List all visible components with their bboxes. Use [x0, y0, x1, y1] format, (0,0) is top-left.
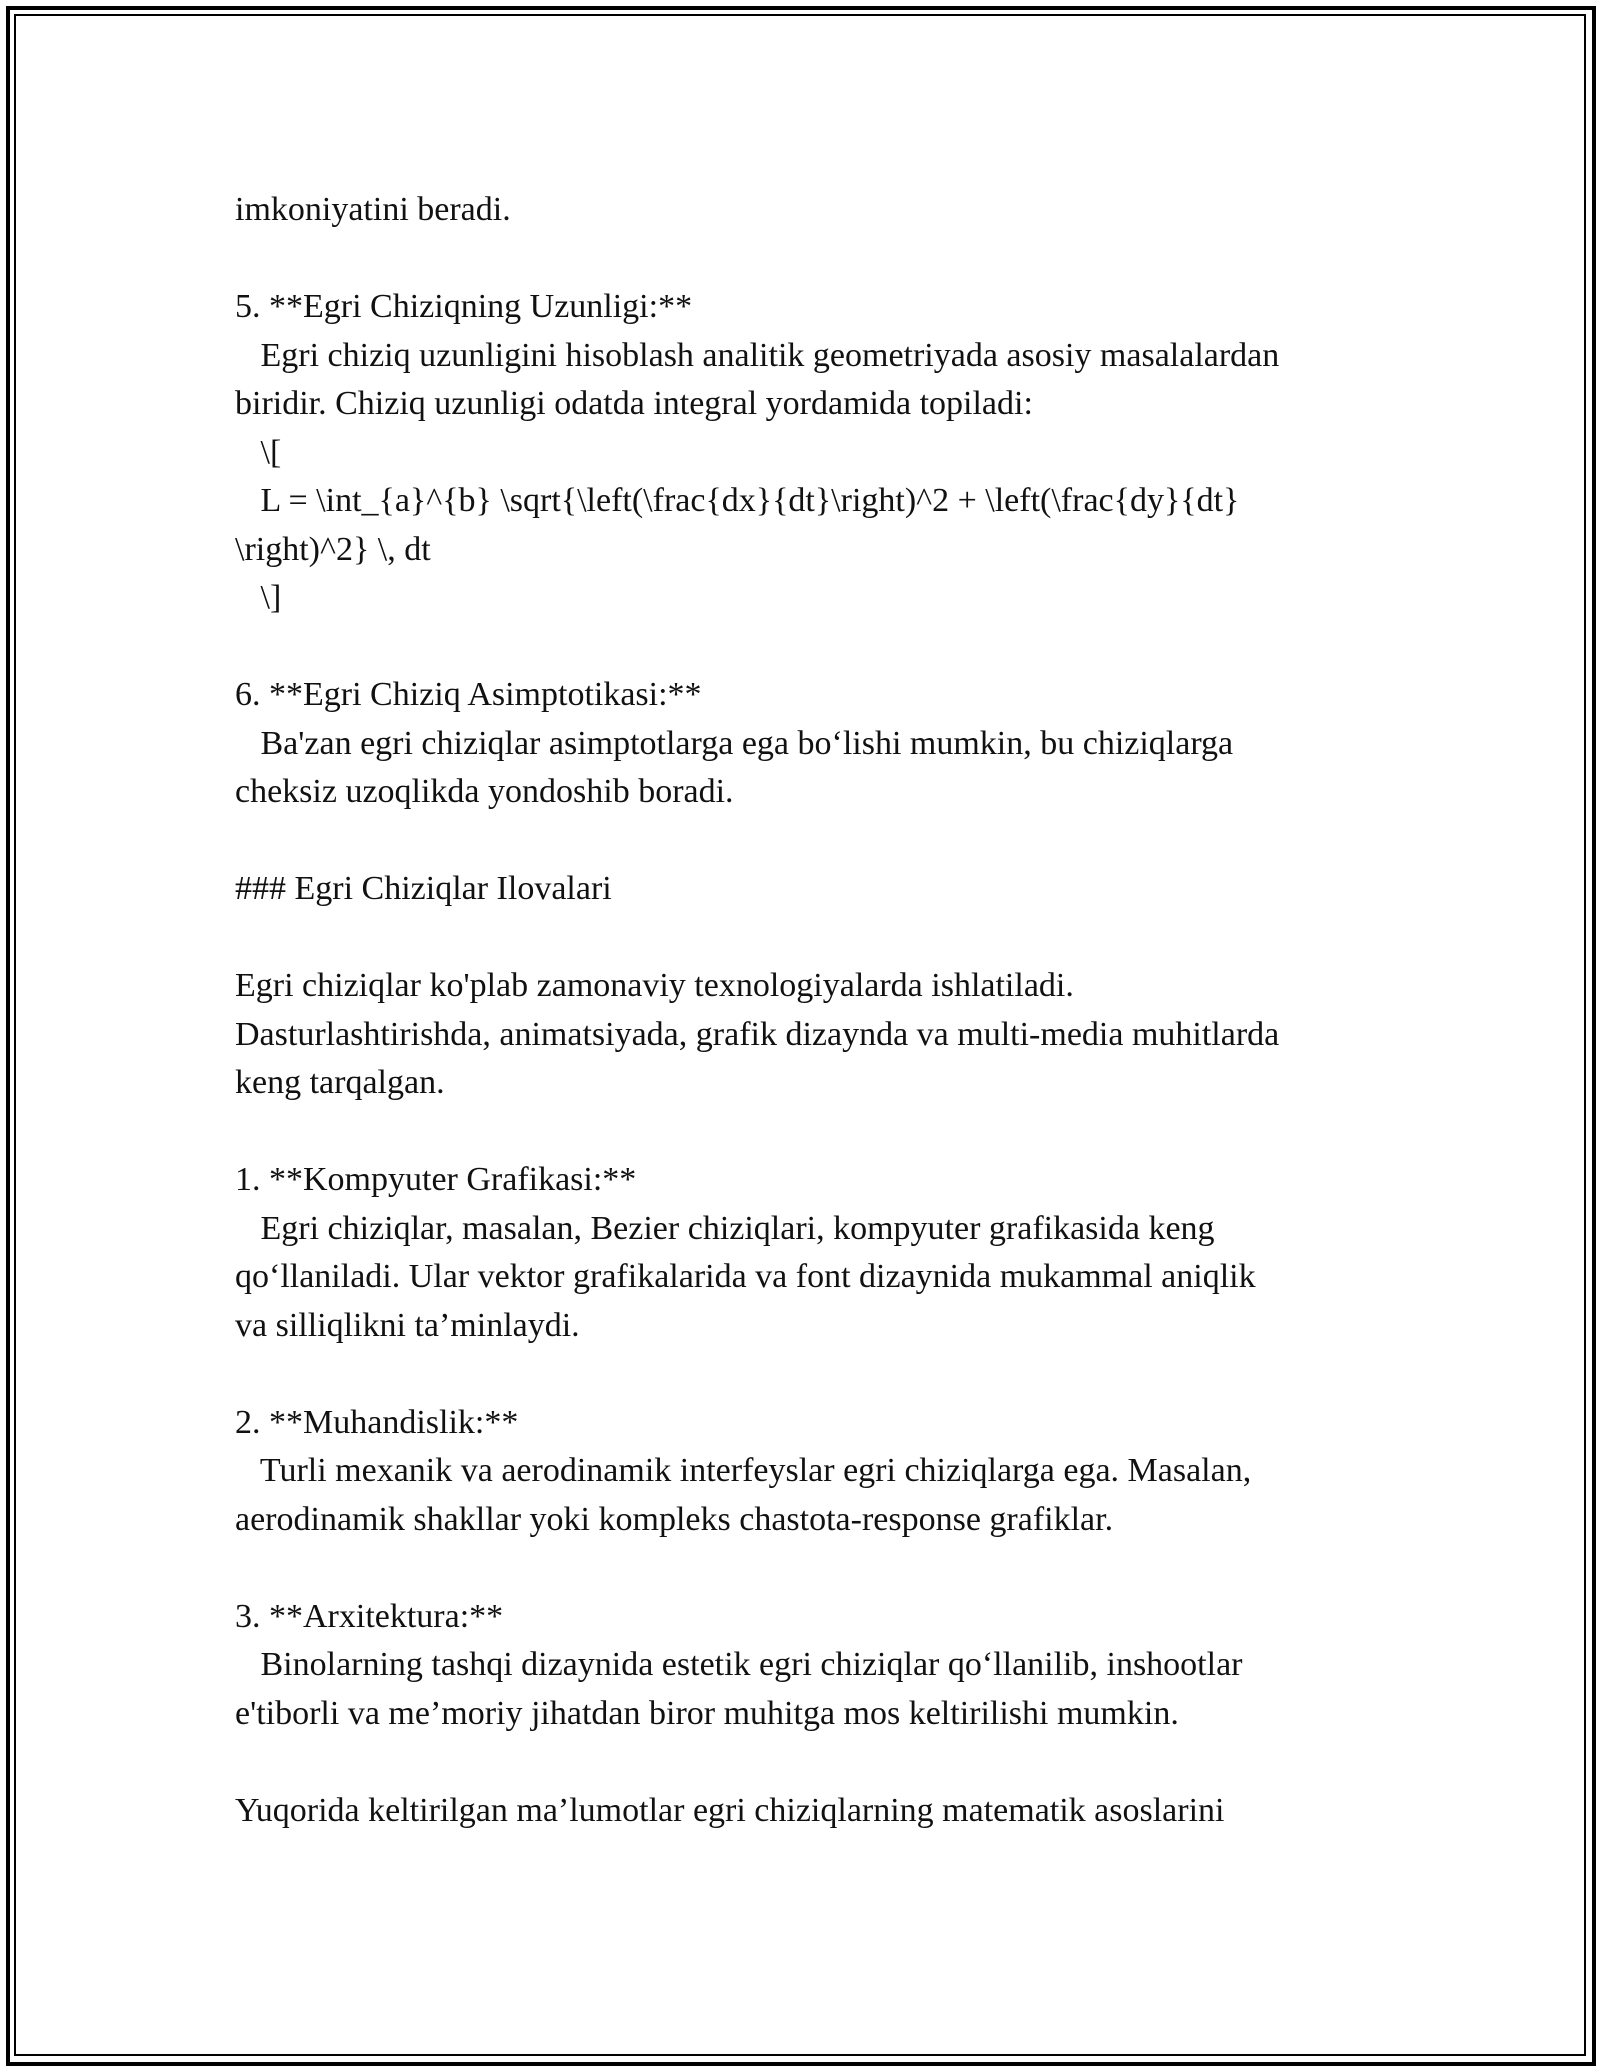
text-line: keng tarqalgan.: [235, 1064, 445, 1101]
text-line: Binolarning tashqi dizaynida estetik egri chiziqlar qo‘llanilib, inshootlar: [235, 1646, 1243, 1683]
blank-line: [235, 1350, 1375, 1399]
blank-line: [235, 623, 1375, 672]
text-line: Yuqorida keltirilgan ma’lumotlar egri chiziqlarning matematik asoslarini: [235, 1791, 1225, 1829]
list-item-heading: 2. **Muhandislik:**: [235, 1403, 519, 1441]
blank-line: [235, 235, 1375, 284]
text-line: qo‘llaniladi. Ular vektor grafikalarida va font dizaynida mukammal aniqlik: [235, 1258, 1256, 1295]
formula-line: \[: [235, 433, 282, 471]
list-item-heading: 6. **Egri Chiziq Asimptotikasi:**: [235, 676, 702, 713]
text-line: Ba'zan egri chiziqlar asimptotlarga ega bo‘lishi mumkin, bu chiziqlarga: [235, 724, 1234, 762]
text-line: Egri chiziqlar ko'plab zamonaviy texnologiyalarda ishlatiladi.: [235, 967, 1074, 1004]
section-heading: ### Egri Chiziqlar Ilovalari: [235, 870, 612, 907]
blank-line: [235, 914, 1375, 963]
text-line: e'tiborli va me’moriy jihatdan biror muhitga mos keltirilishi mumkin.: [235, 1694, 1179, 1732]
text-line: Dasturlashtirishda, animatsiyada, grafik dizaynda va multi-media muhitlarda: [235, 1015, 1280, 1053]
text-line: Turli mexanik va aerodinamik interfeyslar egri chiziqlarga ega. Masalan,: [235, 1452, 1252, 1489]
blank-line: [235, 1738, 1375, 1787]
formula-line: L = \int_{a}^{b} \sqrt{\left(\frac{dx}{dt}\right)^2 + \left(\frac{dy}{dt}: [235, 482, 1240, 519]
list-item-heading: 3. **Arxitektura:**: [235, 1597, 504, 1635]
text-line: Egri chiziqlar, masalan, Bezier chiziqlari, kompyuter grafikasida keng: [235, 1209, 1215, 1247]
text-line: biridir. Chiziq uzunligi odatda integral yordamida topiladi:: [235, 385, 1033, 422]
blank-line: [235, 817, 1375, 866]
text-line: cheksiz uzoqlikda yondoshib boradi.: [235, 773, 734, 810]
formula-line: \right)^2} \, dt: [235, 530, 431, 568]
blank-line: [235, 1108, 1375, 1157]
text-line: Egri chiziq uzunligini hisoblash analitik geometriyada asosiy masalalardan: [235, 336, 1280, 374]
text-line: imkoniyatini beradi.: [235, 191, 511, 228]
blank-line: [235, 1544, 1375, 1593]
list-item-heading: 1. **Kompyuter Grafikasi:**: [235, 1161, 637, 1198]
text-line: aerodinamik shakllar yoki kompleks chastota-response grafiklar.: [235, 1500, 1114, 1538]
list-item-heading: 5. **Egri Chiziqning Uzunligi:**: [235, 288, 693, 325]
text-line: va silliqlikni ta’minlaydi.: [235, 1306, 580, 1344]
formula-line: \]: [235, 579, 282, 616]
document-body: [235, 186, 1375, 1835]
